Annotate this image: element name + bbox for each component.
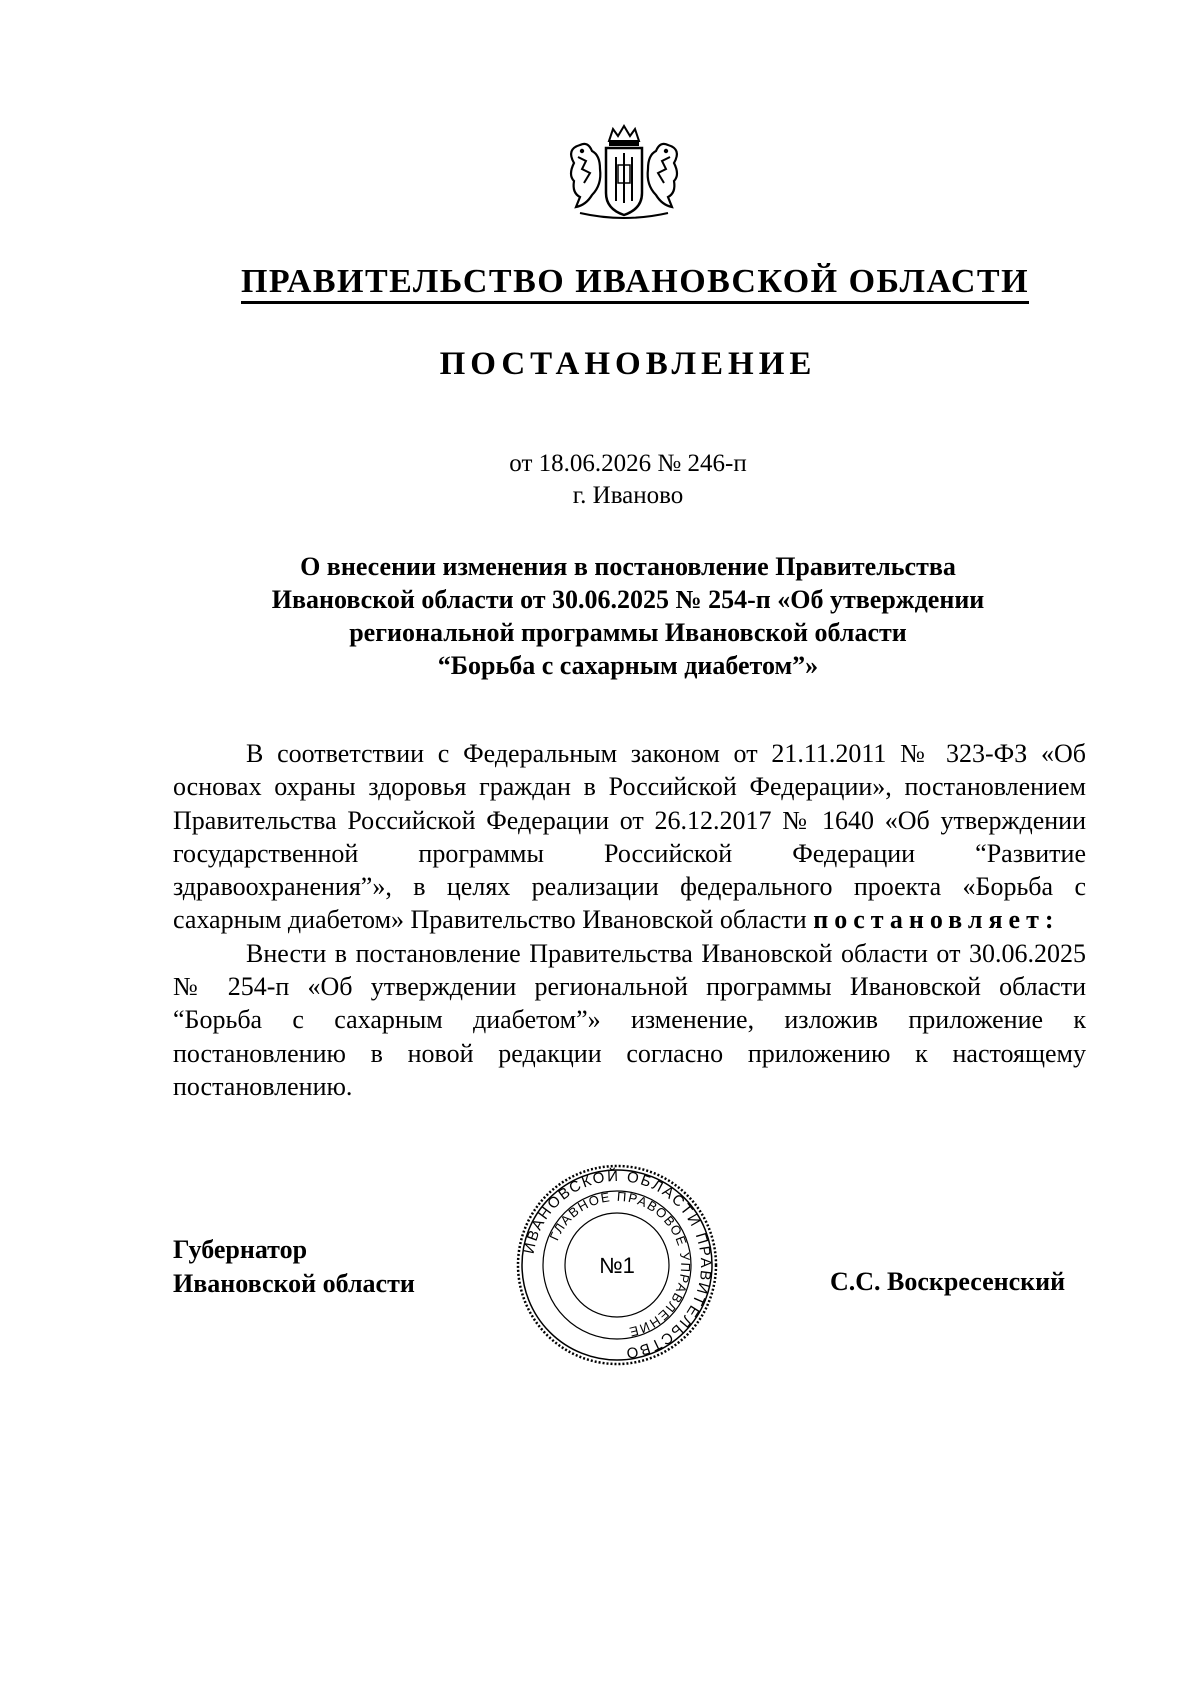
document-city: г. Иваново [572,482,684,509]
body-paragraph-resolution: Внести в постановление Правительства Ивановской области от 30.06.2025 № 254-п «Об утверждении региональной программы Ивановской области “Борьба с сахарным диабетом”» изменение, изложив приложение к постановлению в новой редакции согласно приложению к настоящему постановлению. [173,938,1086,1101]
signer-title-line: Губернатор [173,1235,308,1264]
document-date-number: от 18.06.2026 № 246-п [509,450,747,477]
subject-line: О внесении изменения в постановление Правительства [300,552,956,581]
coat-of-arms-icon [560,123,688,223]
signer-title-line: Ивановской области [173,1269,415,1298]
subject-line: “Борьба с сахарным диабетом”» [437,651,819,680]
document-body [173,737,1086,1103]
stamp-center-text: №1 [599,1253,635,1278]
subject-line: региональной программы Ивановской области [349,618,907,647]
body-paragraph-preamble [173,737,1086,937]
organization-title-text: ПРАВИТЕЛЬСТВО ИВАНОВСКОЙ ОБЛАСТИ [241,263,1029,304]
document-subject [170,550,1086,682]
organization-title [0,263,1200,301]
subject-line: Ивановской области от 30.06.2025 № 254-п «Об утверждении [271,585,985,614]
document-type: ПОСТАНОВЛЕНИЕ [439,346,817,382]
stamp-inner-ring-text: ГЛАВНОЕ ПРАВОВОЕ УПРАВЛЕНИЕ [546,1188,694,1341]
resolves-keyword: постановляет: [813,905,1060,935]
stamp-ring-text: ИВАНОВСКОЙ ОБЛАСТИ ПРАВИТЕЛЬСТВО [520,1167,715,1362]
official-stamp [515,1163,719,1367]
preamble-text: В соответствии с Федеральным законом от 21.11.2011 № 323-ФЗ «Об основах охраны здоровья граждан в Российской Федерации», постановлением Правительства Российской Федерации от 26.12.2017 № 1640 «Об утверждении государственной программы Российской Федерации “Развитие здравоохранения”», в целях реализации федерального проекта «Борьба с сахарным диабетом» Правительство Ивановской области [173,739,1086,935]
signer-name: С.С. Воскресенский [830,1267,1066,1296]
signer-title [173,1233,415,1301]
